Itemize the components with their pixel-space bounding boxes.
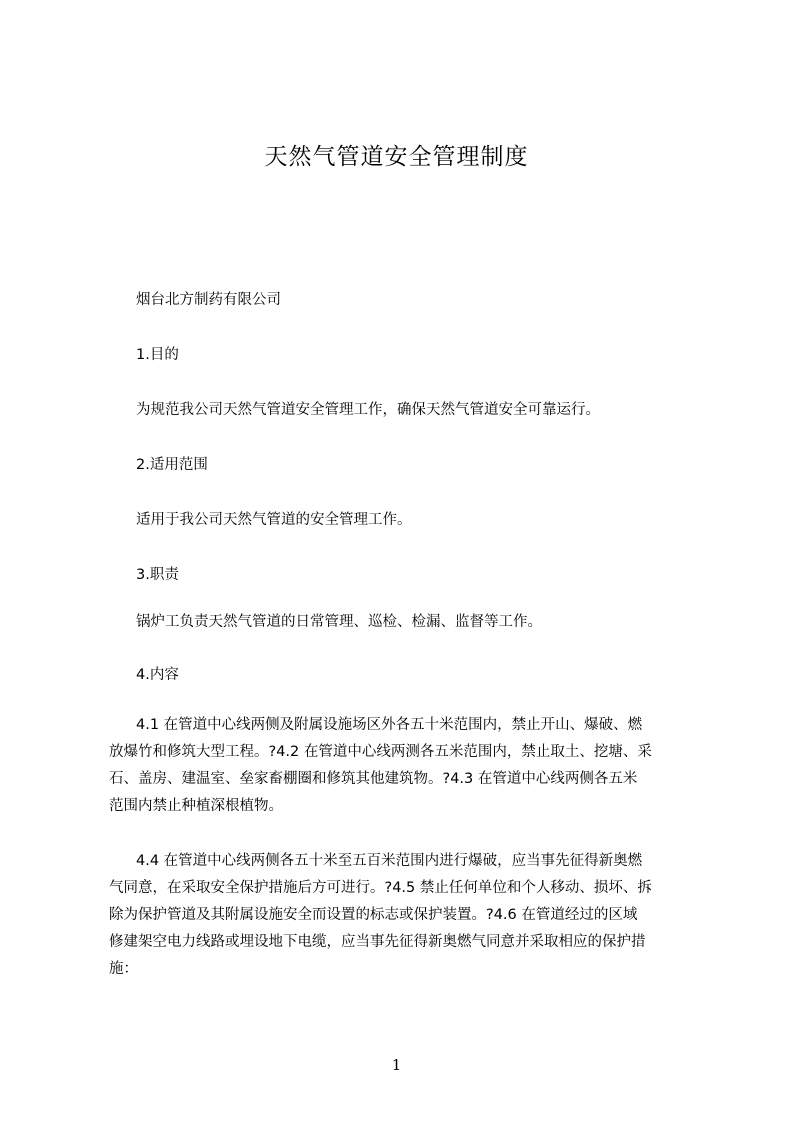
section-2-heading: 2.适用范围 — [136, 457, 208, 473]
paragraph-line: 修建架空电力线路或埋设地下电缆，应当事先征得新奥燃气同意并采取相应的保护措 — [109, 934, 646, 950]
paragraph-line: 4.4 在管道中心线两侧各五十米至五百米范围内进行爆破，应当事先征得新奥燃 — [136, 853, 643, 869]
section-3-text: 锅炉工负责天然气管道的日常管理、巡检、检漏、监督等工作。 — [136, 614, 542, 630]
paragraph-line: 放爆竹和修筑大型工程。?4.2 在管道中心线两测各五米范围内，禁止取土、挖塘、采 — [109, 744, 652, 760]
page-number: 1 — [391, 1056, 402, 1074]
document-title: 天然气管道安全管理制度 — [264, 144, 529, 170]
paragraph-line: 范围内禁止种植深根植物。 — [109, 798, 283, 814]
content-paragraph-1 — [109, 712, 701, 820]
company-name: 烟台北方制药有限公司 — [136, 292, 281, 308]
paragraph-line: 除为保护管道及其附属设施安全而设置的标志或保护装置。?4.6 在管道经过的区域 — [109, 907, 638, 923]
paragraph-line: 石、盖房、建温室、垒家畜棚圈和修筑其他建筑物。?4.3 在管道中心线两侧各五米 — [109, 771, 638, 787]
content-paragraph-2 — [109, 848, 701, 983]
section-1-heading: 1.目的 — [136, 347, 179, 363]
section-1-text: 为规范我公司天然气管道安全管理工作，确保天然气管道安全可靠运行。 — [136, 402, 600, 418]
section-3-heading: 3.职责 — [136, 567, 179, 583]
paragraph-line: 施： — [109, 961, 138, 977]
paragraph-line: 4.1 在管道中心线两侧及附属设施场区外各五十米范围内，禁止开山、爆破、燃 — [136, 717, 643, 733]
paragraph-line: 气同意，在采取安全保护措施后方可进行。?4.5 禁止任何单位和个人移动、损坏、拆 — [109, 880, 652, 896]
section-4-heading: 4.内容 — [136, 667, 179, 683]
section-2-text: 适用于我公司天然气管道的安全管理工作。 — [136, 512, 412, 528]
